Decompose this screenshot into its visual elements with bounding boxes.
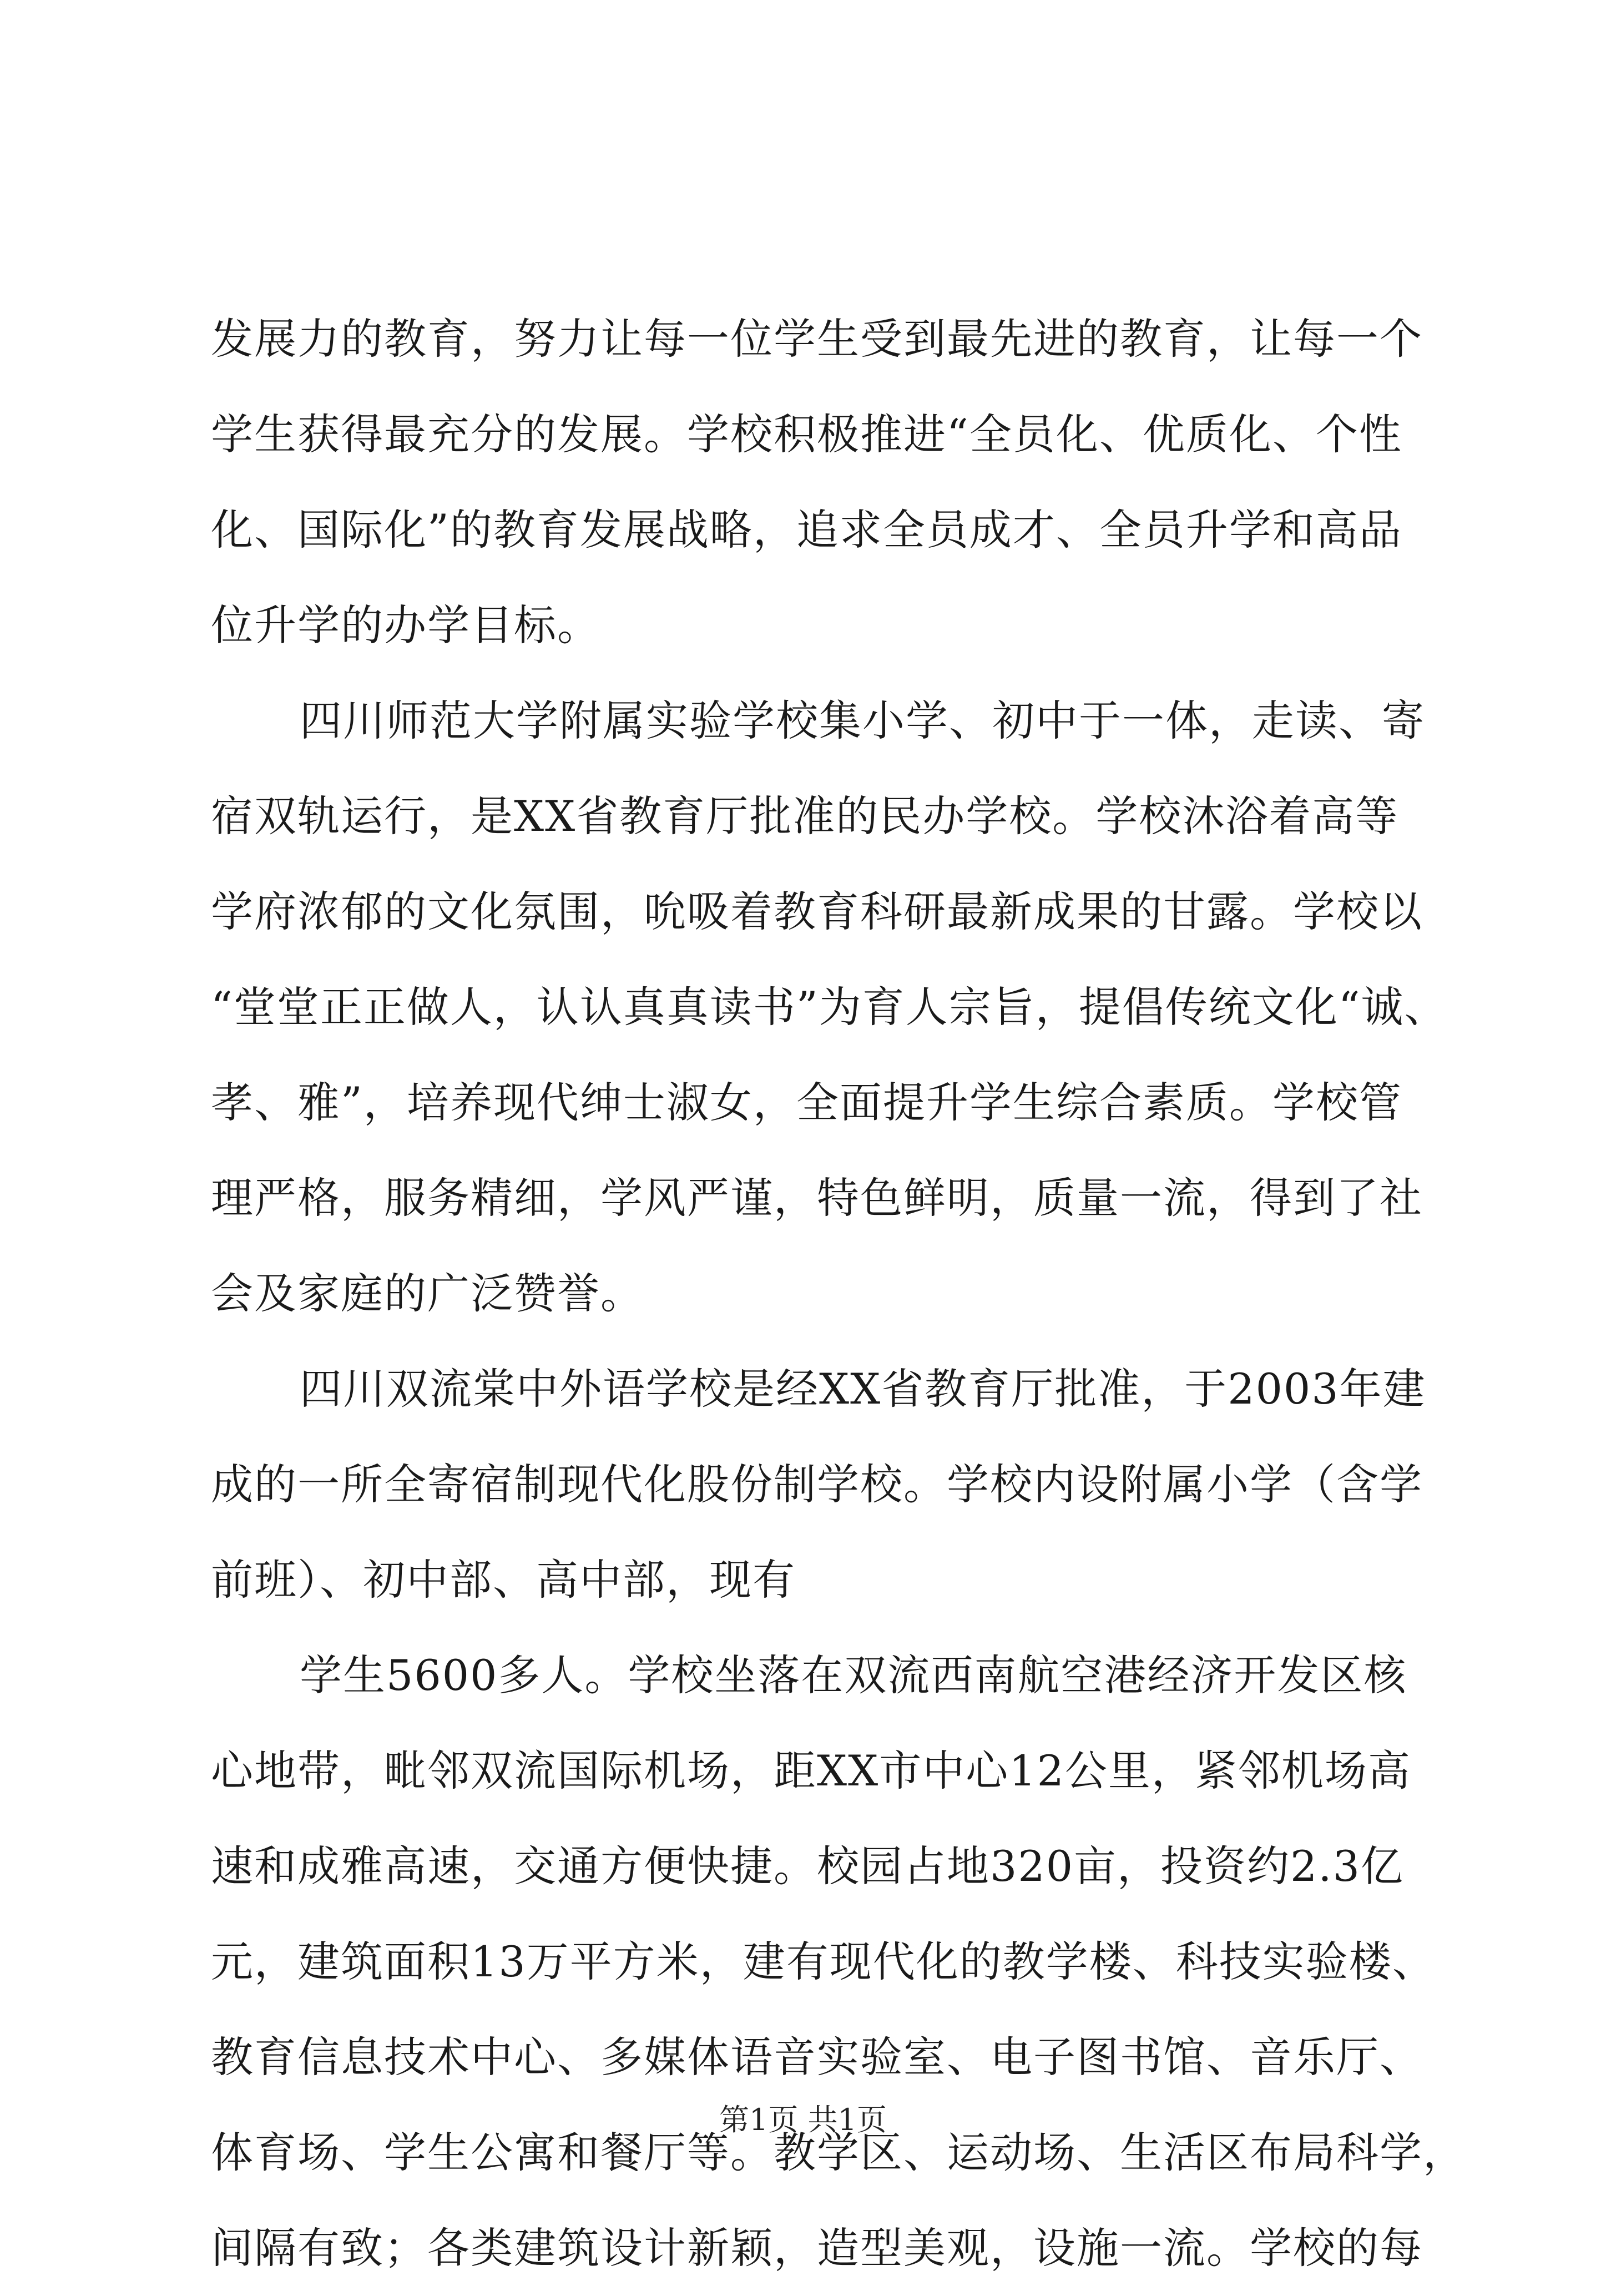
text-line: 学生获得最充分的发展。学校积极推进“全员化、优质化、个性 — [211, 410, 1402, 459]
text-line: “堂堂正正做人，认认真真读书”为育人宗旨，提倡传统文化“诚、 — [211, 982, 1448, 1032]
text-line: 会及家庭的广泛赞誉。 — [211, 1269, 644, 1318]
paragraph-first-line: 学生5600多人。学校坐落在双流西南航空港经济开发区核 — [300, 1651, 1407, 1700]
text-line: 位升学的办学目标。 — [211, 601, 600, 650]
page-number-footer: 第1页 共1页 — [719, 2102, 887, 2137]
text-line: 理严格，服务精细，学风严谨，特色鲜明，质量一流，得到了社 — [211, 1173, 1423, 1223]
text-line: 发展力的教育，努力让每一位学生受到最先进的教育，让每一个 — [211, 314, 1423, 364]
text-line: 宿双轨运行，是XX省教育厅批准的民办学校。学校沐浴着高等 — [211, 791, 1399, 841]
text-line: 间隔有致；各类建筑设计新颖，造型美观，设施一流。学校的每 — [211, 2223, 1423, 2273]
document-body — [211, 291, 1466, 2296]
text-line: 教育信息技术中心、多媒体语音实验室、电子图书馆、音乐厅、 — [211, 2032, 1423, 2082]
text-line: 体育场、学生公寓和餐厅等。教学区、运动场、生活区布局科学， — [211, 2128, 1466, 2177]
text-line: 学府浓郁的文化氛围，吮吸着教育科研最新成果的甘露。学校以 — [211, 887, 1423, 936]
paragraph-first-line: 四川双流棠中外语学校是经XX省教育厅批准，于2003年建 — [300, 1364, 1426, 1414]
text-line: 成的一所全寄宿制现代化股份制学校。学校内设附属小学（含学 — [211, 1460, 1423, 1509]
text-line: 元，建筑面积13万平方米，建有现代化的教学楼、科技实验楼、 — [211, 1937, 1436, 1986]
text-line: 化、国际化”的教育发展战略，追求全员成才、全员升学和高品 — [211, 505, 1402, 554]
text-line: 心地带，毗邻双流国际机场，距XX市中心12公里，紧邻机场高 — [211, 1746, 1411, 1795]
text-line: 前班）、初中部、高中部，现有 — [211, 1555, 796, 1604]
paragraph-first-line: 四川师范大学附属实验学校集小学、初中于一体，走读、寄 — [300, 696, 1425, 745]
text-line: 速和成雅高速，交通方便快捷。校园占地320亩，投资约2.3亿 — [211, 1841, 1404, 1891]
text-line: 孝、雅”，培养现代绅士淑女，全面提升学生综合素质。学校管 — [211, 1078, 1402, 1127]
